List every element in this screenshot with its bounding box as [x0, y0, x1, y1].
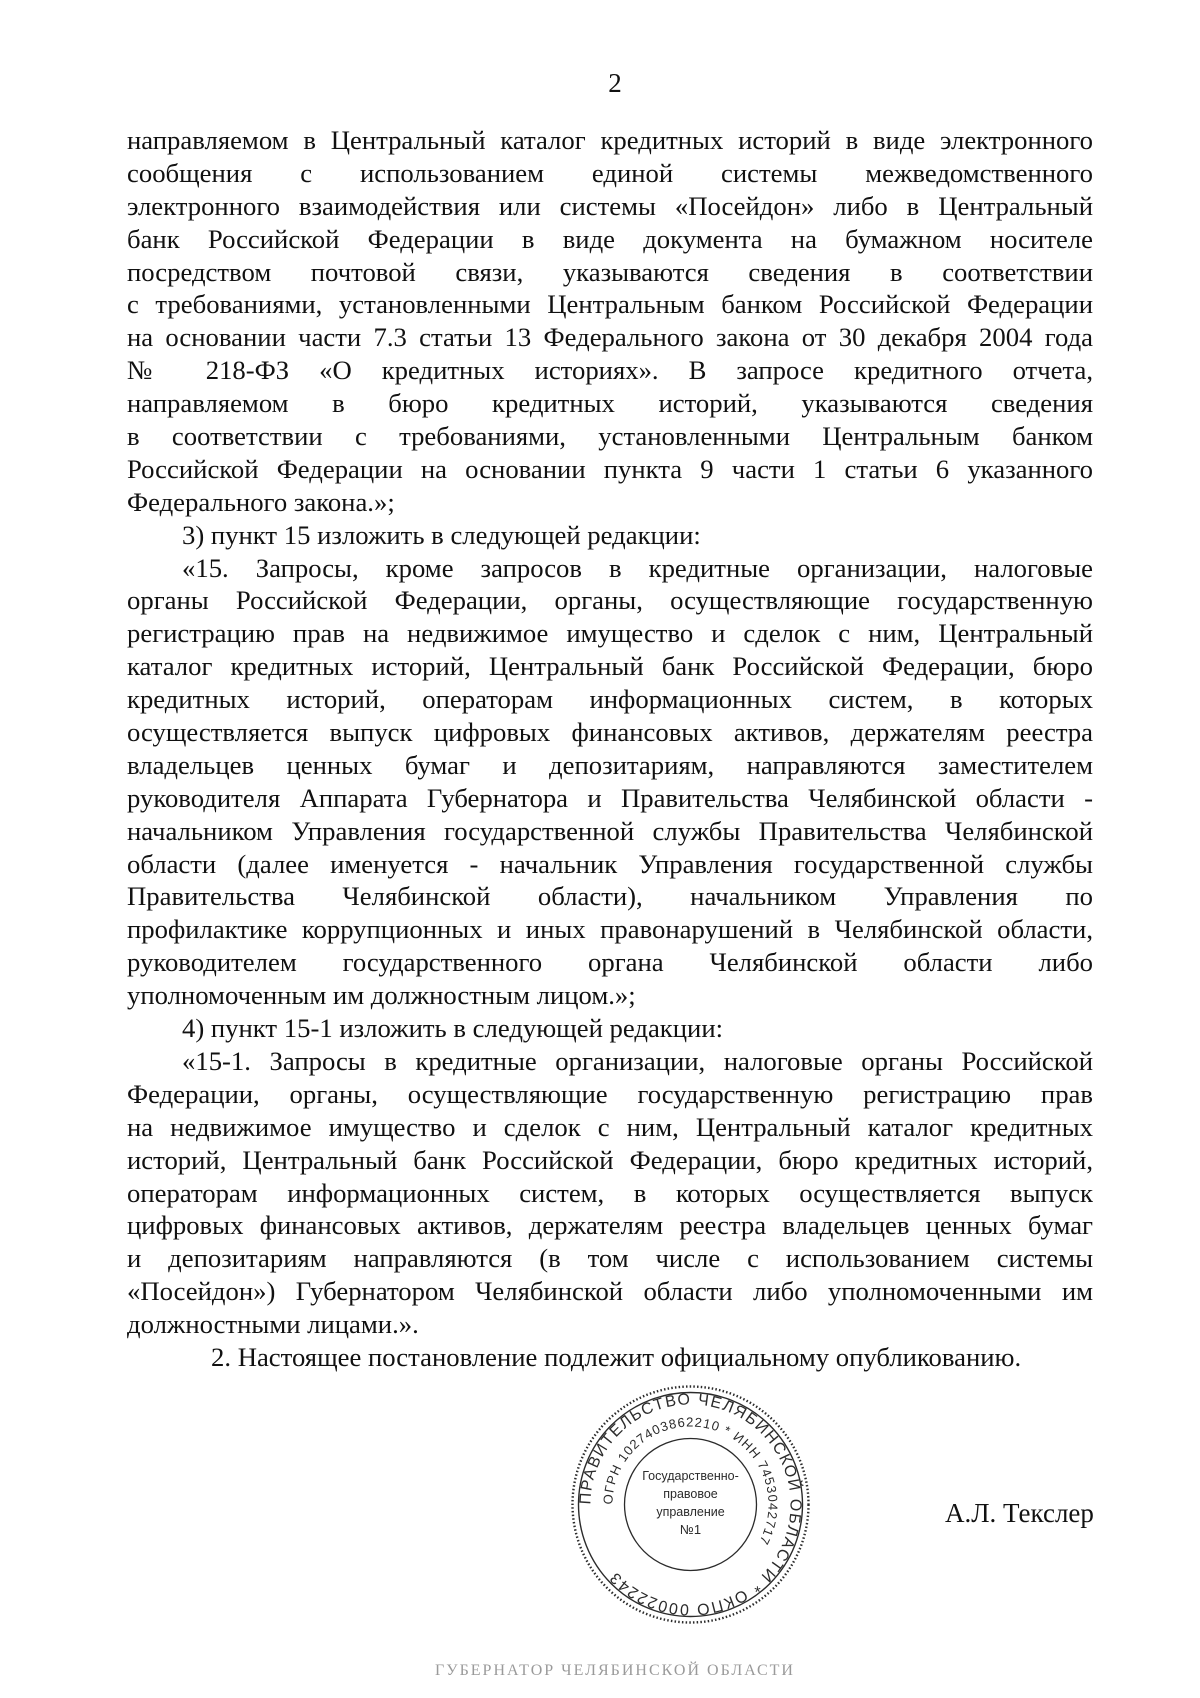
text-line: на основании части 7.3 статьи 13 Федерального закона от 30 декабря 2004 года — [127, 322, 1093, 353]
text-line: осуществляется выпуск цифровых финансовых активов, держателям реестра — [127, 717, 1093, 748]
text-line: уполномоченным им должностным лицом.»; — [127, 980, 636, 1011]
text-line: операторам информационных систем, в которых осуществляется выпуск — [127, 1177, 1093, 1208]
text-line: каталог кредитных историй, Центральный банк Российской Федерации, бюро — [127, 651, 1093, 682]
text-line: посредством почтовой связи, указываются сведения в соответствии — [127, 256, 1093, 287]
text-line: № 218-ФЗ «О кредитных историях». В запросе кредитного отчета, — [127, 355, 1093, 386]
official-seal — [568, 1382, 813, 1627]
text-line: на недвижимое имущество и сделок с ним, Центральный каталог кредитных — [127, 1111, 1093, 1142]
footer-watermark: ГУБЕРНАТОР ЧЕЛЯБИНСКОЙ ОБЛАСТИ — [435, 1662, 795, 1679]
seal-inner-text: ОГРН 1027403862210 * ИНН 7453042717 — [600, 1414, 781, 1548]
text-line: в соответствии с требованиями, установленными Центральным банком — [127, 421, 1093, 452]
text-line: и депозитариям направляются (в том числе с использованием системы — [127, 1243, 1093, 1274]
text-line: 2. Настоящее постановление подлежит официальному опубликованию. — [211, 1341, 1022, 1372]
text-line: руководителем государственного органа Челябинской области либо — [127, 947, 1093, 978]
text-line: историй, Центральный банк Российской Федерации, бюро кредитных историй, — [127, 1144, 1093, 1175]
text-line: электронного взаимодействия или системы «Посейдон» либо в Центральный — [127, 190, 1093, 221]
text-line: профилактике коррупционных и иных правонарушений в Челябинской области, — [127, 914, 1093, 945]
text-line: направляемом в Центральный каталог кредитных историй в виде электронного — [127, 125, 1093, 155]
seal-graphic — [568, 1382, 813, 1627]
text-line: руководителя Аппарата Губернатора и Правительства Челябинской области - — [127, 782, 1093, 813]
seal-center-line-1: Государственно- — [642, 1469, 739, 1483]
page-number: 2 — [608, 68, 622, 98]
text-line: Федерального закона.»; — [127, 486, 395, 517]
text-line: «15-1. Запросы в кредитные организации, налоговые органы Российской — [182, 1045, 1093, 1076]
text-line: должностными лицами.». — [127, 1309, 419, 1340]
text-line: начальником Управления государственной службы Правительства Челябинской — [127, 815, 1093, 846]
text-line: с требованиями, установленными Центральным банком Российской Федерации — [127, 289, 1093, 320]
text-line: сообщения с использованием единой системы межведомственного — [127, 157, 1093, 188]
text-line: цифровых финансовых активов, держателям реестра владельцев ценных бумаг — [127, 1210, 1093, 1241]
text-line: 3) пункт 15 изложить в следующей редакции: — [182, 519, 701, 550]
text-line: регистрацию прав на недвижимое имущество и сделок с ним, Центральный — [127, 618, 1093, 649]
text-line: банк Российской Федерации в виде документа на бумажном носителе — [127, 223, 1093, 254]
signatory-name: А.Л. Текслер — [945, 1498, 1094, 1528]
document-body — [127, 124, 1093, 1374]
text-line: органы Российской Федерации, органы, осуществляющие государственную — [127, 585, 1093, 616]
text-line: Федерации, органы, осуществляющие государственную регистрацию прав — [127, 1078, 1093, 1109]
seal-center-line-2: правовое — [663, 1487, 718, 1501]
seal-center-line-3: управление — [656, 1505, 725, 1519]
seal-center-line-4: №1 — [679, 1522, 702, 1537]
text-line: Правительства Челябинской области), начальником Управления по — [127, 881, 1093, 912]
text-line: владельцев ценных бумаг и депозитариям, направляются заместителем — [127, 749, 1093, 780]
seal-outer-text: ПРАВИТЕЛЬСТВО ЧЕЛЯБИНСКОЙ ОБЛАСТИ * ОКПО 00022243 — [577, 1391, 804, 1618]
text-line: кредитных историй, операторам информационных систем, в которых — [127, 684, 1093, 715]
text-line: «15. Запросы, кроме запросов в кредитные организации, налоговые — [182, 552, 1093, 583]
text-line: области (далее именуется - начальник Управления государственной службы — [127, 848, 1093, 879]
text-line: 4) пункт 15-1 изложить в следующей редакции: — [182, 1013, 724, 1044]
text-line: «Посейдон») Губернатором Челябинской области либо уполномоченными им — [127, 1276, 1093, 1307]
text-line: направляемом в бюро кредитных историй, указываются сведения — [127, 388, 1093, 419]
text-line: Российской Федерации на основании пункта 9 части 1 статьи 6 указанного — [127, 453, 1093, 484]
